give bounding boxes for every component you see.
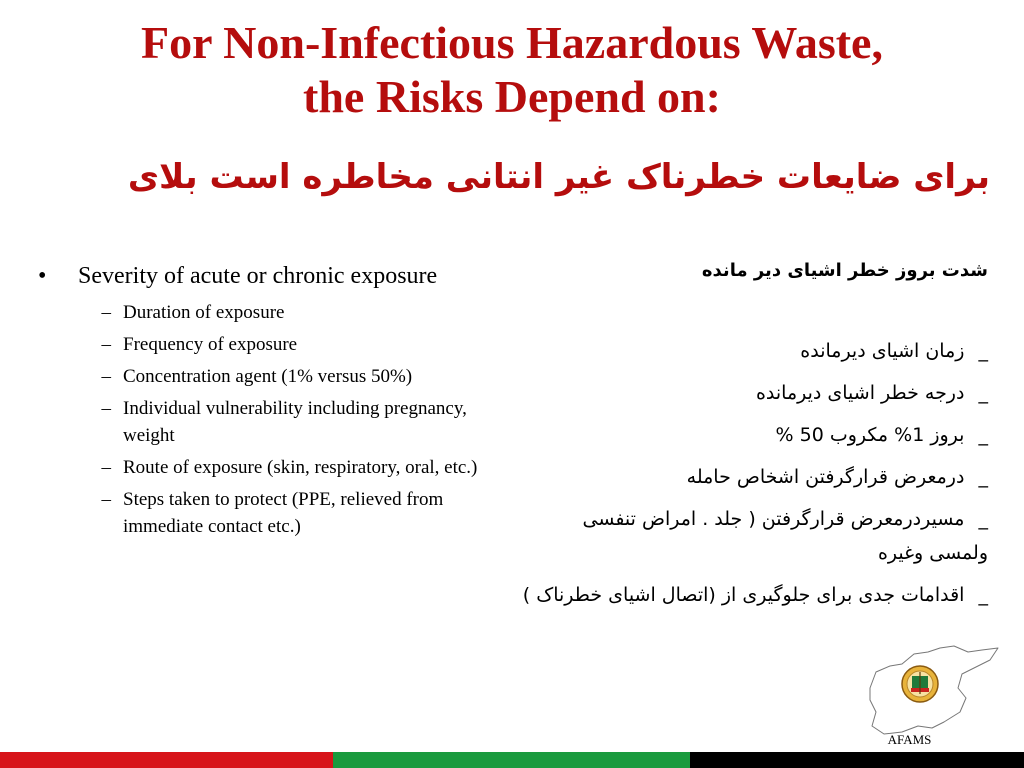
slide-title (20, 16, 1004, 124)
sub-bullet-marker: – (101, 457, 111, 478)
persian-item-text: بروز 1% مکروب 50 % (775, 424, 965, 446)
persian-item-marker: _ (978, 382, 988, 404)
sub-bullet-text: Route of exposure (skin, respiratory, oral, etc.) (123, 457, 478, 478)
sub-bullet-text: Frequency of exposure (123, 334, 298, 355)
persian-list-item (520, 334, 988, 368)
sub-bullet-text: Concentration agent (1% versus 50%) (123, 366, 413, 387)
main-bullet (38, 260, 478, 293)
afams-logo (862, 642, 1002, 750)
persian-item-text: زمان اشیای دیرمانده (800, 340, 965, 362)
bullet-marker: • (38, 263, 47, 289)
sub-bullet-list (38, 299, 478, 540)
sub-bullet-item (38, 363, 478, 390)
stripe-red (0, 751, 333, 768)
persian-item-text: اقدامات جدی برای جلوگیری از (اتصال اشیای خطرناک ) (522, 584, 965, 606)
sub-bullet-marker: – (101, 302, 111, 323)
persian-heading: شدت بروز خطر اشیای دیر مانده (701, 260, 988, 281)
persian-column (520, 256, 988, 620)
sub-bullet-marker: – (101, 334, 111, 355)
sub-bullet-item (38, 486, 478, 540)
persian-item-text: درمعرض قرارگرفتن اشخاص حامله (686, 466, 965, 488)
title-line-2: the Risks Depend on: (303, 71, 721, 122)
persian-list-item (520, 376, 988, 410)
title-line-1: For Non-Infectious Hazardous Waste, (141, 17, 883, 68)
sub-bullet-item (38, 331, 478, 358)
persian-item-marker: _ (978, 508, 988, 530)
sub-bullet-marker: – (101, 398, 111, 419)
persian-item-marker: _ (978, 584, 988, 606)
sub-bullet-marker: – (101, 366, 111, 387)
slide-title-persian: برای ضایعات خطرناک غیر انتانی مخاطره است بلای (127, 157, 990, 197)
sub-bullet-item (38, 395, 478, 449)
persian-item-marker: _ (978, 466, 988, 488)
stripe-green (333, 751, 690, 768)
persian-item-text: درجه خطر اشیای دیرمانده (755, 382, 965, 404)
stripe-black (690, 751, 1024, 768)
afghanistan-map-emblem-icon (862, 642, 1002, 738)
main-bullet-text: Severity of acute or chronic exposure (78, 263, 438, 289)
persian-list-item (520, 578, 988, 612)
persian-list-item (520, 418, 988, 452)
sub-bullet-text: Duration of exposure (123, 302, 285, 323)
persian-item-marker: _ (978, 424, 988, 446)
persian-list-item (520, 460, 988, 494)
flag-stripes (0, 751, 1024, 768)
persian-item-text: مسیردرمعرض قرارگرفتن ( جلد . امراض تنفسی ولمسی وغیره (582, 508, 988, 564)
sub-bullet-text: Individual vulnerability including pregnancy, weight (123, 398, 467, 446)
sub-bullet-item (38, 454, 478, 481)
persian-item-marker: _ (978, 340, 988, 362)
sub-bullet-text: Steps taken to protect (PPE, relieved from immediate contact etc.) (123, 489, 444, 537)
afams-label: AFAMS (887, 732, 932, 747)
sub-bullet-item (38, 299, 478, 326)
persian-list-item (520, 502, 988, 570)
english-column (38, 260, 478, 545)
sub-bullet-marker: – (101, 489, 111, 510)
